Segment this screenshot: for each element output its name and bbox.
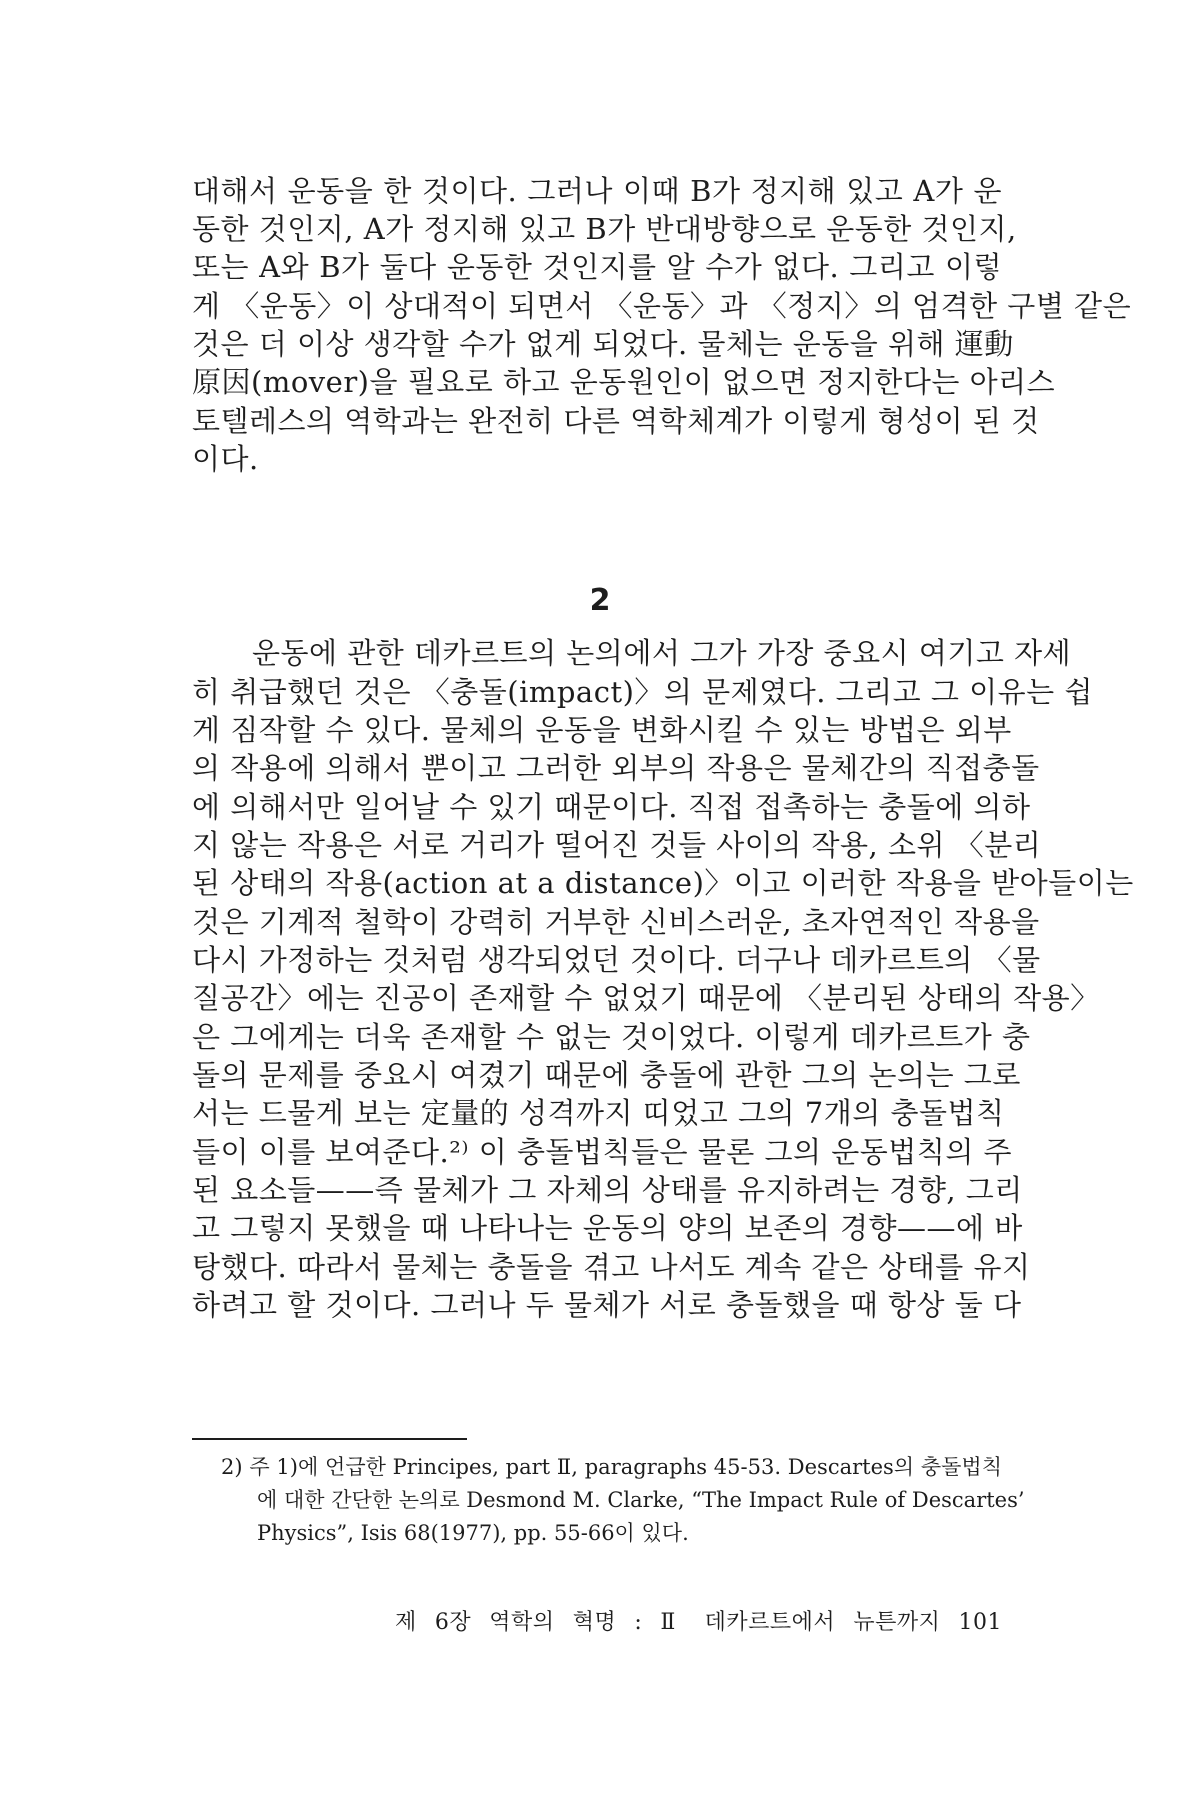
text-line: 서는 드물게 보는 定量的 성격까지 띠었고 그의 7개의 충돌법칙: [192, 1096, 1005, 1130]
text-line: 운동에 관한 데카르트의 논의에서 그가 가장 중요시 여기고 자세: [252, 636, 1072, 670]
running-head: 제 6장 역학의 혁명 : Ⅱ 데카르트에서 뉴튼까지: [395, 1610, 941, 1635]
text-line: 탕했다. 따라서 물체는 충돌을 겪고 나서도 계속 같은 상태를 유지: [192, 1250, 1031, 1284]
text-line: 히 취급했던 것은 〈충돌(impact)〉의 문제였다. 그리고 그 이유는 쉽: [192, 675, 1093, 709]
footnote-line: 2) 주 1)에 언급한 Principes, part Ⅱ, paragraphs 45-53. Descartes의 충돌법칙: [221, 1455, 1002, 1479]
text-line: 게 짐작할 수 있다. 물체의 운동을 변화시킬 수 있는 방법은 외부: [192, 713, 1012, 747]
text-line: 하려고 할 것이다. 그러나 두 물체가 서로 충돌했을 때 항상 둘 다: [192, 1288, 1022, 1322]
text-line: 의 작용에 의해서 뿐이고 그러한 외부의 작용은 물체간의 직접충돌: [192, 751, 1040, 785]
text-line: 이다.: [192, 442, 259, 476]
text-line: 된 요소들——즉 물체가 그 자체의 상태를 유지하려는 경향, 그리: [192, 1173, 1023, 1207]
page-footer: [395, 1608, 1002, 1638]
text-line: 原因(mover)을 필요로 하고 운동원인이 없으면 정지한다는 아리스: [192, 365, 1056, 399]
text-line: 다시 가정하는 것처럼 생각되었던 것이다. 더구나 데카르트의 〈물: [192, 943, 1041, 977]
text-line: 또는 A와 B가 둘다 운동한 것인지를 알 수가 없다. 그리고 이렇: [192, 250, 1002, 284]
text-line: 지 않는 작용은 서로 거리가 떨어진 것들 사이의 작용, 소위 〈분리: [192, 828, 1042, 862]
footnote-rule: [192, 1438, 467, 1440]
text-line: 토텔레스의 역학과는 완전히 다른 역학체계가 이렇게 형성이 된 것: [192, 404, 1040, 438]
footnote-line: 에 대한 간단한 논의로 Desmond M. Clarke, “The Impact Rule of Descartes’: [257, 1488, 1025, 1512]
text-line: 질공간〉에는 진공이 존재할 수 없었기 때문에 〈분리된 상태의 작용〉: [192, 981, 1100, 1015]
text-line: 것은 더 이상 생각할 수가 없게 되었다. 물체는 운동을 위해 運動: [192, 327, 1014, 361]
text-line: 고 그렇지 못했을 때 나타나는 운동의 양의 보존의 경향——에 바: [192, 1211, 1023, 1245]
text-line: 돌의 문제를 중요시 여겼기 때문에 충돌에 관한 그의 논의는 그로: [192, 1058, 1021, 1092]
text-line: 대해서 운동을 한 것이다. 그러나 이때 B가 정지해 있고 A가 운: [192, 174, 1002, 208]
footnote-line: Physics”, Isis 68(1977), pp. 55-66이 있다.: [257, 1521, 689, 1545]
text-line: 된 상태의 작용(action at a distance)〉이고 이러한 작용을 받아들이는: [192, 866, 1134, 900]
text-line: 동한 것인지, A가 정지해 있고 B가 반대방향으로 운동한 것인지,: [192, 212, 1017, 246]
text-line: 은 그에게는 더욱 존재할 수 없는 것이었다. 이렇게 데카르트가 충: [192, 1020, 1031, 1054]
text-line: 들이 이를 보여준다.²⁾ 이 충돌법칙들은 물론 그의 운동법칙의 주: [192, 1135, 1013, 1169]
text-line: 에 의해서만 일어날 수 있기 때문이다. 직접 접촉하는 충돌에 의하: [192, 790, 1031, 824]
text-line: 게 〈운동〉이 상대적이 되면서 〈운동〉과 〈정지〉의 엄격한 구별 같은: [192, 289, 1132, 323]
section-number: 2: [589, 583, 611, 618]
text-line: 것은 기계적 철학이 강력히 거부한 신비스러운, 초자연적인 작용을: [192, 905, 1040, 939]
page-number: 101: [958, 1610, 1002, 1635]
